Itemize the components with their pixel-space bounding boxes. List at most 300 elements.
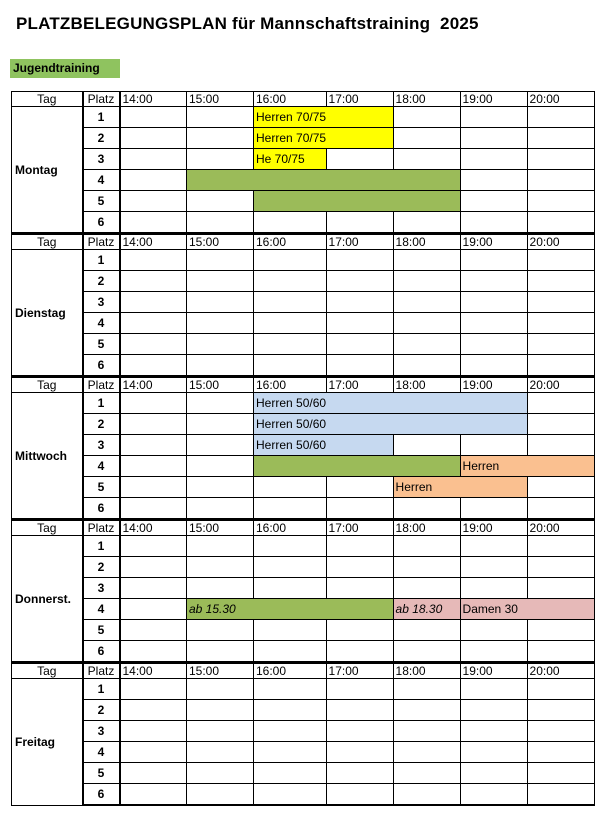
time-slot bbox=[527, 679, 594, 700]
booking-slot bbox=[326, 599, 393, 620]
time-slot bbox=[254, 763, 327, 784]
time-slot bbox=[187, 435, 254, 456]
booking-slot: Herren bbox=[460, 456, 527, 477]
court-row bbox=[12, 620, 595, 641]
header-time: 15:00 bbox=[187, 92, 254, 107]
time-slot bbox=[326, 700, 393, 721]
time-slot bbox=[120, 435, 187, 456]
time-slot bbox=[187, 149, 254, 170]
time-slot bbox=[460, 641, 527, 663]
header-time: 18:00 bbox=[393, 377, 460, 393]
court-row bbox=[12, 435, 595, 456]
time-slot bbox=[393, 292, 460, 313]
booking-slot bbox=[326, 191, 393, 212]
time-slot bbox=[254, 742, 327, 763]
time-slot bbox=[460, 498, 527, 520]
header-time: 16:00 bbox=[254, 520, 327, 536]
time-slot bbox=[120, 313, 187, 334]
time-slot bbox=[254, 620, 327, 641]
court-number: 1 bbox=[83, 250, 120, 271]
time-slot bbox=[460, 784, 527, 806]
court-number: 6 bbox=[83, 498, 120, 520]
time-slot bbox=[187, 721, 254, 742]
booking-slot: Herren 50/60 bbox=[254, 414, 327, 435]
time-slot bbox=[120, 700, 187, 721]
court-number: 4 bbox=[83, 742, 120, 763]
time-slot bbox=[393, 620, 460, 641]
court-number: 5 bbox=[83, 334, 120, 355]
header-tag: Tag bbox=[12, 377, 83, 393]
time-slot bbox=[527, 212, 594, 234]
header-time: 14:00 bbox=[120, 234, 187, 250]
time-slot bbox=[187, 212, 254, 234]
booking-slot bbox=[393, 456, 460, 477]
time-slot bbox=[527, 763, 594, 784]
schedule-table bbox=[11, 91, 595, 806]
time-slot bbox=[187, 498, 254, 520]
booking-slot: ab 18.30 bbox=[393, 599, 460, 620]
time-slot bbox=[187, 742, 254, 763]
time-slot bbox=[527, 557, 594, 578]
time-slot bbox=[254, 536, 327, 557]
header-time: 16:00 bbox=[254, 92, 327, 107]
court-number: 2 bbox=[83, 271, 120, 292]
time-slot bbox=[254, 679, 327, 700]
time-slot bbox=[254, 313, 327, 334]
time-slot bbox=[460, 292, 527, 313]
time-slot bbox=[460, 536, 527, 557]
header-time: 15:00 bbox=[187, 520, 254, 536]
time-slot bbox=[527, 355, 594, 377]
court-row bbox=[12, 212, 595, 234]
time-slot bbox=[326, 557, 393, 578]
court-number: 5 bbox=[83, 191, 120, 212]
time-slot bbox=[120, 578, 187, 599]
time-slot bbox=[460, 742, 527, 763]
time-slot bbox=[187, 456, 254, 477]
header-time: 19:00 bbox=[460, 663, 527, 679]
time-slot bbox=[326, 578, 393, 599]
court-number: 3 bbox=[83, 292, 120, 313]
time-slot bbox=[527, 292, 594, 313]
court-number: 4 bbox=[83, 599, 120, 620]
header-time: 15:00 bbox=[187, 663, 254, 679]
booking-slot bbox=[254, 191, 327, 212]
time-slot bbox=[460, 334, 527, 355]
time-slot bbox=[527, 250, 594, 271]
time-slot bbox=[254, 721, 327, 742]
time-slot bbox=[527, 742, 594, 763]
booking-slot bbox=[460, 393, 527, 414]
time-slot bbox=[120, 414, 187, 435]
time-slot bbox=[527, 107, 594, 128]
time-slot bbox=[326, 721, 393, 742]
header-time: 19:00 bbox=[460, 377, 527, 393]
time-slot bbox=[393, 128, 460, 149]
court-row bbox=[12, 250, 595, 271]
header-time: 20:00 bbox=[527, 92, 594, 107]
time-slot bbox=[120, 641, 187, 663]
booking-slot bbox=[187, 170, 254, 191]
time-slot bbox=[326, 250, 393, 271]
court-number: 2 bbox=[83, 557, 120, 578]
time-slot bbox=[326, 679, 393, 700]
header-time: 18:00 bbox=[393, 663, 460, 679]
court-row bbox=[12, 721, 595, 742]
booking-slot bbox=[254, 456, 327, 477]
header-row bbox=[12, 234, 595, 250]
time-slot bbox=[326, 149, 393, 170]
time-slot bbox=[187, 477, 254, 498]
court-number: 3 bbox=[83, 721, 120, 742]
day-name: Montag bbox=[12, 107, 83, 234]
time-slot bbox=[254, 498, 327, 520]
time-slot bbox=[187, 536, 254, 557]
booking-slot bbox=[254, 599, 327, 620]
court-number: 4 bbox=[83, 313, 120, 334]
time-slot bbox=[120, 721, 187, 742]
time-slot bbox=[393, 536, 460, 557]
header-time: 20:00 bbox=[527, 234, 594, 250]
time-slot bbox=[187, 271, 254, 292]
time-slot bbox=[527, 498, 594, 520]
time-slot bbox=[120, 149, 187, 170]
time-slot bbox=[187, 393, 254, 414]
time-slot bbox=[187, 313, 254, 334]
time-slot bbox=[393, 435, 460, 456]
header-time: 16:00 bbox=[254, 663, 327, 679]
time-slot bbox=[527, 721, 594, 742]
time-slot bbox=[120, 271, 187, 292]
time-slot bbox=[187, 292, 254, 313]
court-number: 4 bbox=[83, 170, 120, 191]
header-tag: Tag bbox=[12, 234, 83, 250]
header-time: 20:00 bbox=[527, 663, 594, 679]
time-slot bbox=[527, 393, 594, 414]
time-slot bbox=[460, 250, 527, 271]
time-slot bbox=[393, 700, 460, 721]
time-slot bbox=[187, 620, 254, 641]
header-time: 19:00 bbox=[460, 520, 527, 536]
booking-slot bbox=[527, 456, 594, 477]
time-slot bbox=[527, 784, 594, 806]
time-slot bbox=[527, 641, 594, 663]
court-number: 6 bbox=[83, 212, 120, 234]
time-slot bbox=[254, 250, 327, 271]
time-slot bbox=[120, 334, 187, 355]
time-slot bbox=[254, 355, 327, 377]
header-time: 14:00 bbox=[120, 377, 187, 393]
time-slot bbox=[187, 578, 254, 599]
court-number: 1 bbox=[83, 107, 120, 128]
header-time: 14:00 bbox=[120, 520, 187, 536]
header-time: 17:00 bbox=[326, 234, 393, 250]
time-slot bbox=[120, 107, 187, 128]
header-tag: Tag bbox=[12, 92, 83, 107]
court-number: 1 bbox=[83, 393, 120, 414]
booking-slot bbox=[326, 414, 393, 435]
time-slot bbox=[527, 536, 594, 557]
booking-slot bbox=[393, 170, 460, 191]
time-slot bbox=[326, 536, 393, 557]
time-slot bbox=[393, 721, 460, 742]
time-slot bbox=[527, 149, 594, 170]
booking-slot bbox=[326, 393, 393, 414]
time-slot bbox=[393, 784, 460, 806]
booking-slot bbox=[326, 107, 393, 128]
time-slot bbox=[187, 763, 254, 784]
header-row bbox=[12, 663, 595, 679]
time-slot bbox=[460, 578, 527, 599]
time-slot bbox=[120, 784, 187, 806]
court-row bbox=[12, 191, 595, 212]
time-slot bbox=[527, 191, 594, 212]
header-platz: Platz bbox=[83, 92, 120, 107]
header-time: 17:00 bbox=[326, 520, 393, 536]
court-row bbox=[12, 679, 595, 700]
booking-slot bbox=[460, 414, 527, 435]
time-slot bbox=[120, 599, 187, 620]
header-time: 19:00 bbox=[460, 92, 527, 107]
court-row bbox=[12, 292, 595, 313]
header-time: 18:00 bbox=[393, 234, 460, 250]
header-tag: Tag bbox=[12, 520, 83, 536]
booking-slot bbox=[393, 414, 460, 435]
court-number: 3 bbox=[83, 435, 120, 456]
booking-slot bbox=[326, 170, 393, 191]
court-row bbox=[12, 742, 595, 763]
time-slot bbox=[527, 128, 594, 149]
time-slot bbox=[460, 721, 527, 742]
court-row bbox=[12, 170, 595, 191]
header-time: 15:00 bbox=[187, 377, 254, 393]
court-row bbox=[12, 414, 595, 435]
time-slot bbox=[460, 271, 527, 292]
time-slot bbox=[527, 620, 594, 641]
court-number: 1 bbox=[83, 536, 120, 557]
court-number: 2 bbox=[83, 414, 120, 435]
time-slot bbox=[254, 477, 327, 498]
court-row bbox=[12, 313, 595, 334]
court-number: 5 bbox=[83, 620, 120, 641]
court-row bbox=[12, 578, 595, 599]
court-row bbox=[12, 355, 595, 377]
time-slot bbox=[326, 498, 393, 520]
header-tag: Tag bbox=[12, 663, 83, 679]
page-title: PLATZBELEGUNGSPLAN für Mannschaftstraining 2025 bbox=[16, 14, 479, 33]
time-slot bbox=[326, 784, 393, 806]
booking-slot: Herren 50/60 bbox=[254, 435, 327, 456]
time-slot bbox=[187, 700, 254, 721]
time-slot bbox=[527, 700, 594, 721]
time-slot bbox=[120, 477, 187, 498]
time-slot bbox=[187, 107, 254, 128]
time-slot bbox=[120, 763, 187, 784]
header-time: 20:00 bbox=[527, 520, 594, 536]
time-slot bbox=[254, 271, 327, 292]
time-slot bbox=[460, 700, 527, 721]
time-slot bbox=[254, 578, 327, 599]
time-slot bbox=[393, 271, 460, 292]
booking-slot bbox=[326, 435, 393, 456]
time-slot bbox=[460, 149, 527, 170]
booking-slot bbox=[326, 456, 393, 477]
time-slot bbox=[460, 107, 527, 128]
time-slot bbox=[120, 536, 187, 557]
booking-slot bbox=[393, 191, 460, 212]
time-slot bbox=[527, 435, 594, 456]
court-row bbox=[12, 149, 595, 170]
court-row bbox=[12, 641, 595, 663]
time-slot bbox=[527, 271, 594, 292]
time-slot bbox=[460, 679, 527, 700]
time-slot bbox=[393, 107, 460, 128]
time-slot bbox=[326, 212, 393, 234]
booking-slot bbox=[393, 393, 460, 414]
court-row bbox=[12, 271, 595, 292]
court-number: 5 bbox=[83, 763, 120, 784]
time-slot bbox=[527, 334, 594, 355]
time-slot bbox=[326, 477, 393, 498]
time-slot bbox=[460, 313, 527, 334]
time-slot bbox=[120, 191, 187, 212]
time-slot bbox=[527, 414, 594, 435]
header-row bbox=[12, 377, 595, 393]
header-time: 17:00 bbox=[326, 377, 393, 393]
time-slot bbox=[254, 700, 327, 721]
time-slot bbox=[120, 355, 187, 377]
time-slot bbox=[393, 742, 460, 763]
time-slot bbox=[187, 355, 254, 377]
court-number: 6 bbox=[83, 355, 120, 377]
header-time: 16:00 bbox=[254, 234, 327, 250]
header-row bbox=[12, 520, 595, 536]
booking-slot bbox=[527, 599, 594, 620]
time-slot bbox=[460, 620, 527, 641]
header-platz: Platz bbox=[83, 234, 120, 250]
court-number: 3 bbox=[83, 578, 120, 599]
time-slot bbox=[326, 355, 393, 377]
header-time: 20:00 bbox=[527, 377, 594, 393]
court-number: 2 bbox=[83, 128, 120, 149]
court-row bbox=[12, 763, 595, 784]
booking-slot bbox=[254, 170, 327, 191]
time-slot bbox=[460, 557, 527, 578]
time-slot bbox=[393, 149, 460, 170]
time-slot bbox=[326, 271, 393, 292]
court-row bbox=[12, 498, 595, 520]
court-row bbox=[12, 128, 595, 149]
header-time: 18:00 bbox=[393, 520, 460, 536]
header-platz: Platz bbox=[83, 663, 120, 679]
booking-slot bbox=[326, 128, 393, 149]
court-row bbox=[12, 557, 595, 578]
booking-slot: Damen 30 bbox=[460, 599, 527, 620]
court-number: 6 bbox=[83, 641, 120, 663]
time-slot bbox=[527, 578, 594, 599]
time-slot bbox=[527, 170, 594, 191]
time-slot bbox=[527, 477, 594, 498]
time-slot bbox=[187, 557, 254, 578]
time-slot bbox=[393, 334, 460, 355]
time-slot bbox=[527, 313, 594, 334]
court-row bbox=[12, 107, 595, 128]
time-slot bbox=[393, 763, 460, 784]
time-slot bbox=[120, 498, 187, 520]
time-slot bbox=[254, 784, 327, 806]
booking-slot: Herren 70/75 bbox=[254, 128, 327, 149]
time-slot bbox=[120, 250, 187, 271]
header-time: 16:00 bbox=[254, 377, 327, 393]
time-slot bbox=[393, 557, 460, 578]
time-slot bbox=[460, 355, 527, 377]
time-slot bbox=[254, 212, 327, 234]
header-time: 19:00 bbox=[460, 234, 527, 250]
time-slot bbox=[120, 212, 187, 234]
time-slot bbox=[326, 334, 393, 355]
court-row bbox=[12, 784, 595, 806]
time-slot bbox=[120, 170, 187, 191]
time-slot bbox=[187, 250, 254, 271]
court-number: 2 bbox=[83, 700, 120, 721]
header-time: 18:00 bbox=[393, 92, 460, 107]
time-slot bbox=[120, 456, 187, 477]
day-name: Freitag bbox=[12, 679, 83, 806]
time-slot bbox=[120, 128, 187, 149]
booking-slot: He 70/75 bbox=[254, 149, 327, 170]
time-slot bbox=[460, 191, 527, 212]
time-slot bbox=[460, 763, 527, 784]
time-slot bbox=[393, 313, 460, 334]
time-slot bbox=[460, 170, 527, 191]
time-slot bbox=[187, 128, 254, 149]
court-number: 3 bbox=[83, 149, 120, 170]
court-row bbox=[12, 393, 595, 414]
time-slot bbox=[254, 292, 327, 313]
time-slot bbox=[326, 313, 393, 334]
header-time: 15:00 bbox=[187, 234, 254, 250]
time-slot bbox=[120, 742, 187, 763]
time-slot bbox=[393, 355, 460, 377]
court-row bbox=[12, 456, 595, 477]
court-row bbox=[12, 536, 595, 557]
time-slot bbox=[187, 191, 254, 212]
court-row bbox=[12, 334, 595, 355]
time-slot bbox=[326, 620, 393, 641]
booking-slot: Herren 50/60 bbox=[254, 393, 327, 414]
time-slot bbox=[460, 435, 527, 456]
time-slot bbox=[326, 763, 393, 784]
header-time: 14:00 bbox=[120, 663, 187, 679]
time-slot bbox=[187, 784, 254, 806]
time-slot bbox=[120, 620, 187, 641]
court-number: 4 bbox=[83, 456, 120, 477]
time-slot bbox=[326, 641, 393, 663]
time-slot bbox=[393, 250, 460, 271]
header-row bbox=[12, 92, 595, 107]
header-time: 17:00 bbox=[326, 92, 393, 107]
time-slot bbox=[187, 414, 254, 435]
header-time: 14:00 bbox=[120, 92, 187, 107]
time-slot bbox=[187, 641, 254, 663]
booking-slot bbox=[460, 477, 527, 498]
time-slot bbox=[326, 292, 393, 313]
court-number: 1 bbox=[83, 679, 120, 700]
booking-slot: Herren bbox=[393, 477, 460, 498]
time-slot bbox=[393, 498, 460, 520]
time-slot bbox=[460, 128, 527, 149]
header-time: 17:00 bbox=[326, 663, 393, 679]
